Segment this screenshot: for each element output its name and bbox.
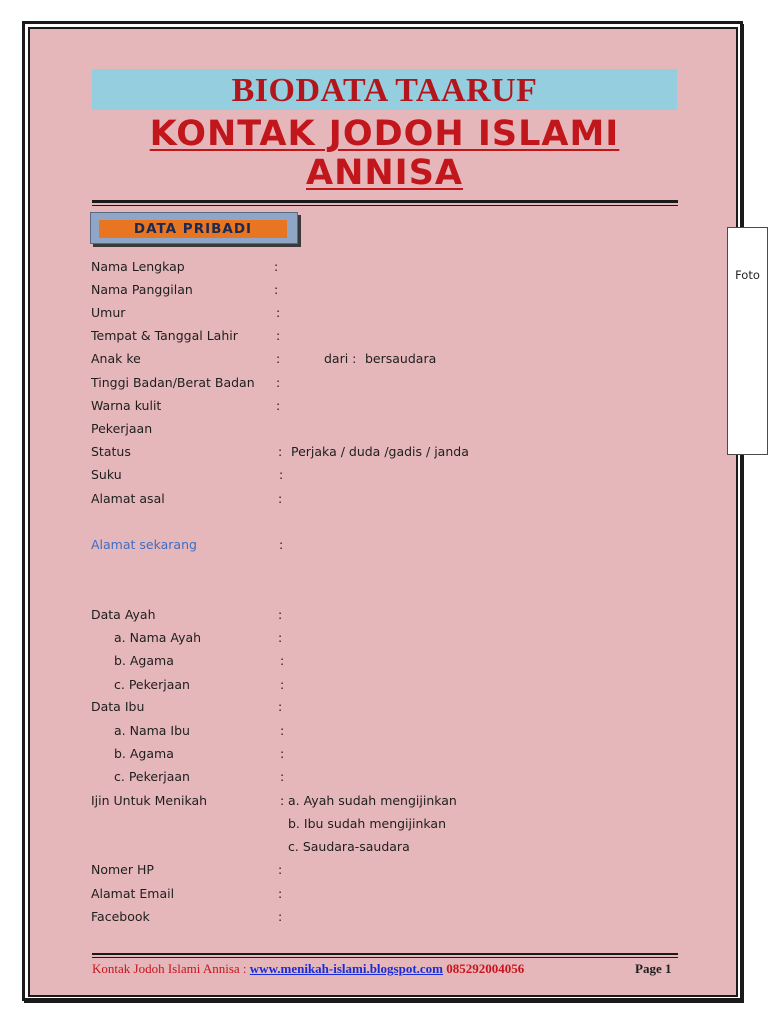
colon: : (276, 375, 281, 390)
label-alamat-sekarang: Alamat sekarang (91, 537, 197, 552)
label-bersaudara: bersaudara (365, 351, 437, 366)
status-options: Perjaka / duda /gadis / janda (291, 444, 469, 459)
colon: : (280, 677, 285, 692)
label-nama-lengkap: Nama Lengkap (91, 259, 185, 274)
colon: : (280, 723, 285, 738)
ijin-option-b: b. Ibu sudah mengijinkan (288, 816, 446, 831)
ijin-option-a: a. Ayah sudah mengijinkan (288, 793, 457, 808)
label-anak-ke: Anak ke (91, 351, 141, 366)
colon: : (278, 444, 283, 459)
colon: : (279, 467, 284, 482)
colon: : (276, 305, 281, 320)
label-nomer-hp: Nomer HP (91, 862, 154, 877)
document-title: BIODATA TAARUF (231, 72, 538, 109)
colon: : (279, 537, 284, 552)
footer-phone: 085292004056 (446, 961, 525, 976)
label-suku: Suku (91, 467, 122, 482)
label-data-ibu: Data Ibu (91, 699, 145, 714)
colon: : (276, 328, 281, 343)
border-shadow-right (740, 24, 744, 1002)
section-header-label: DATA PRIBADI (99, 220, 287, 238)
subtitle-line2-text: ANNISA (306, 153, 463, 193)
label-alamat-email: Alamat Email (91, 886, 175, 901)
label-nama-ibu: a. Nama Ibu (114, 723, 190, 738)
label-dari: dari : (324, 351, 357, 366)
label-status: Status (91, 444, 131, 459)
label-tinggi-berat-badan: Tinggi Badan/Berat Badan (91, 375, 255, 390)
colon: : (280, 653, 285, 668)
photo-label: Foto (735, 268, 760, 282)
label-nama-ayah: a. Nama Ayah (114, 630, 202, 645)
ijin-option-c: c. Saudara-saudara (288, 839, 410, 854)
title-divider-thin (92, 205, 678, 206)
label-pekerjaan: Pekerjaan (91, 421, 153, 436)
colon: : (278, 862, 283, 877)
colon: : (278, 886, 283, 901)
footer-page-number: Page 1 (635, 961, 672, 976)
label-umur: Umur (91, 305, 126, 320)
colon: : (280, 793, 285, 808)
label-tempat-tanggal-lahir: Tempat & Tanggal Lahir (91, 328, 238, 343)
colon: : (278, 630, 283, 645)
label-nama-panggilan: Nama Panggilan (91, 282, 193, 297)
label-agama-ibu: b. Agama (114, 746, 174, 761)
page-footer (92, 961, 682, 977)
label-pekerjaan-ayah: c. Pekerjaan (114, 677, 190, 692)
colon: : (278, 607, 283, 622)
colon: : (278, 491, 283, 506)
document-subtitle-line2 (92, 153, 677, 193)
colon: : (276, 398, 281, 413)
label-warna-kulit: Warna kulit (91, 398, 162, 413)
footer-website-link[interactable]: www.menikah-islami.blogspot.com (249, 961, 444, 976)
photo-placeholder (727, 227, 768, 455)
colon: : (278, 699, 283, 714)
label-facebook: Facebook (91, 909, 150, 924)
subtitle-line1-text: KONTAK JODOH ISLAMI (149, 114, 620, 154)
border-shadow-bottom (24, 1000, 744, 1003)
footer-org: Kontak Jodoh Islami Annisa : (92, 961, 247, 976)
colon: : (276, 351, 281, 366)
label-pekerjaan-ibu: c. Pekerjaan (114, 769, 190, 784)
colon: : (274, 259, 279, 274)
document-subtitle-line1 (92, 114, 677, 154)
label-data-ayah: Data Ayah (91, 607, 156, 622)
label-alamat-asal: Alamat asal (91, 491, 165, 506)
section-header (90, 212, 298, 244)
footer-divider-thin (92, 957, 678, 958)
colon: : (280, 769, 285, 784)
label-agama-ayah: b. Agama (114, 653, 174, 668)
title-divider-thick (92, 200, 678, 203)
label-ijin-menikah: Ijin Untuk Menikah (91, 793, 208, 808)
footer-divider-thick (92, 953, 678, 955)
colon: : (274, 282, 279, 297)
colon: : (280, 746, 285, 761)
colon: : (278, 909, 283, 924)
